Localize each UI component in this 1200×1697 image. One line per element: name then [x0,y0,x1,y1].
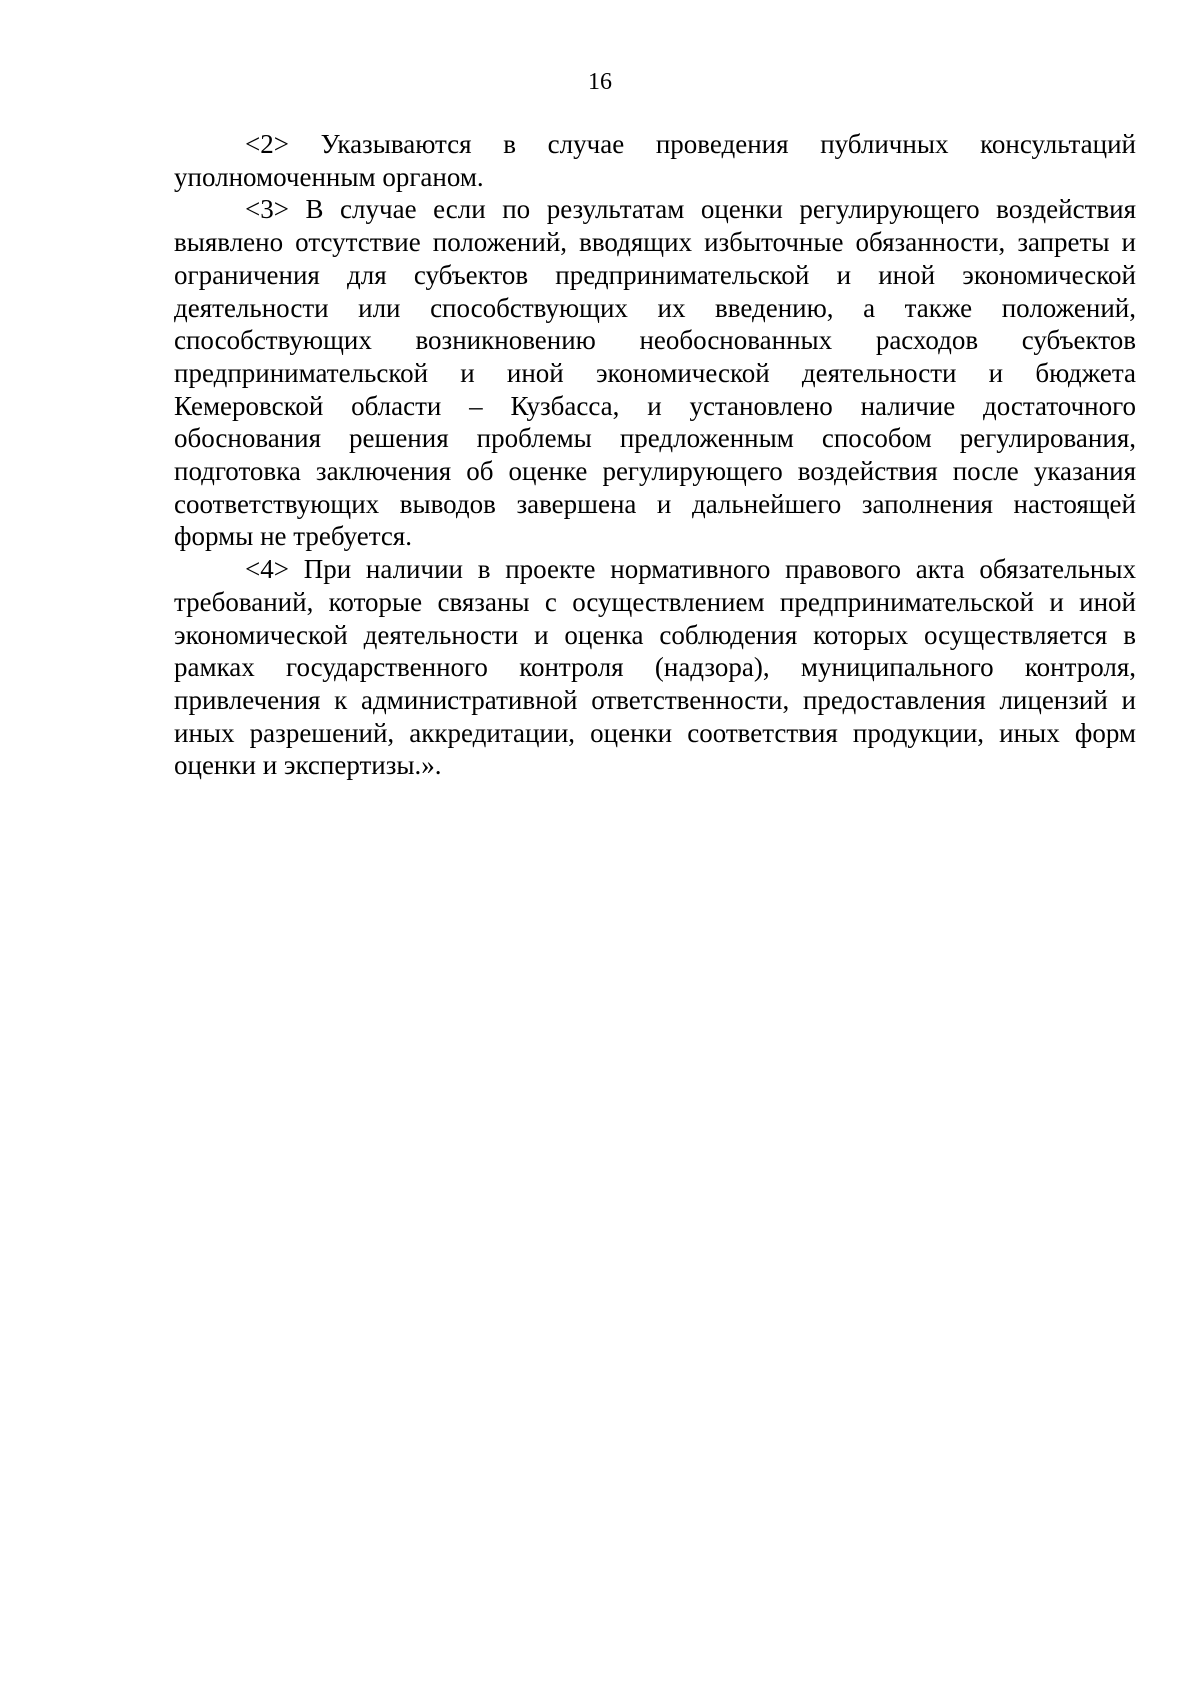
footnote-2: <2> Указываются в случае проведения публичных консультаций уполномоченным органом. [174,129,1136,192]
page-number: 16 [588,69,612,95]
footnote-3: <3> В случае если по результатам оценки регулирующего воздействия выявлено отсутствие положений, вводящих избыточные обязанности, запреты и ограничения для субъектов предпринимательской и иной экономической деятельности или способствующих их введению, а также положений, способствующих возникновению необоснованных расходов субъектов предпринимательской и иной экономической деятельности и бюджета Кемеровской области – Кузбасса, и установлено наличие достаточного обоснования решения проблемы предложенным способом регулирования, подготовка заключения об оценке регулирующего воздействия после указания соответствующих выводов завершена и дальнейшего заполнения настоящей формы не требуется. [174,194,1136,552]
footnote-4: <4> При наличии в проекте нормативного правового акта обязательных требований, которые связаны с осуществлением предпринимательской и иной экономической деятельности и оценка соблюдения которых осуществляется в рамках государственного контроля (надзора), муниципального контроля, привлечения к административной ответственности, предоставления лицензий и иных разрешений, аккредитации, оценки соответствия продукции, иных форм оценки и экспертизы.». [174,554,1136,781]
footnotes-section [174,128,1136,782]
